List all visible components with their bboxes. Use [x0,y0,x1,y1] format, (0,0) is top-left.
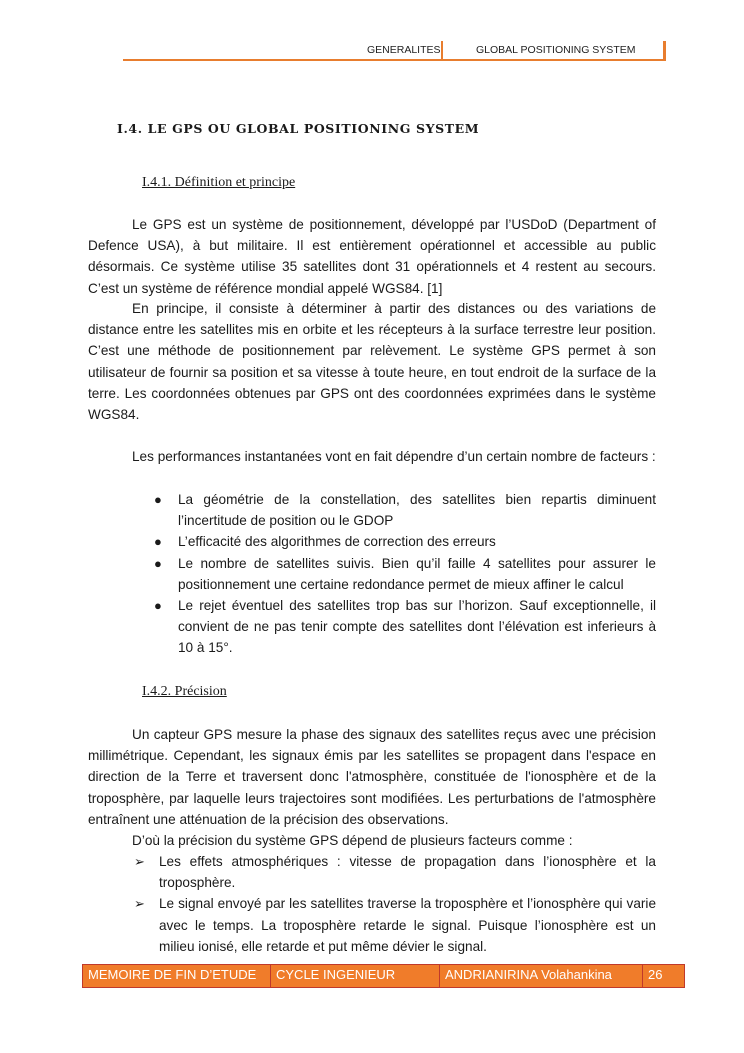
paragraph-principle: En principe, il consiste à déterminer à partir des distances ou des variations de distance entre les satellites mis en orbite et les récepteurs à la surface terrestre leur position. C’est une méthode de positionnement par relèvement. Le système GPS permet à son utilisateur de fournir sa position et sa vitesse à toute heure, en tout endroit de la surface de la terre. Les coordonnées obtenues par GPS ont des coordonnées exprimées dans le système WGS84. [88,301,656,423]
bullet-icon: ● [154,555,162,571]
list-item: ➢ Les effets atmosphériques : vitesse de propagation dans l’ionosphère et la troposphère. [159,851,656,893]
page-header [123,41,666,61]
footer-thesis: MEMOIRE DE FIN D’ETUDE [83,965,271,987]
bullet-icon: ● [154,598,162,614]
subsection-title-definition: I.4.1. Définition et principe [142,175,296,190]
list-item: ● Le rejet éventuel des satellites trop bas sur l’horizon. Sauf exceptionnelle, il convient de ne pas tenir compte des satellites dont l’élévation est inferieurs à 10 à 15°. [178,595,656,659]
paragraph-definition: Le GPS est un système de positionnement, développé par l’USDoD (Department of Defence USA), à but militaire. Il est entièrement opérationnel et accessible au public désormais. Ce système utilise 35 satellites dont 31 opérationnels et 4 restent au secours. C’est un système de référence mondial appelé WGS84. [1] [88,217,656,296]
bullet-icon: ● [154,492,162,507]
bullet-icon: ● [154,534,162,550]
list-item: ● L’efficacité des algorithmes de correction des erreurs [178,531,656,552]
paragraph-performances: Les performances instantanées vont en fait dépendre d’un certain nombre de facteurs : [132,449,656,464]
section-title: I.4. LE GPS OU GLOBAL POSITIONING SYSTEM [117,121,480,136]
page-footer [82,964,685,988]
paragraph-precision: Un capteur GPS mesure la phase des signaux des satellites reçus avec une précision millimétrique. Cependant, les signaux émis par les satellites se propagent dans l'espace en direction de la Terre et traversent donc l'atmosphère, constituée de l'ionosphère et de la troposphère, par laquelle leurs trajectoires sont modifiées. Les perturbations de l'atmosphère entraînent une atténuation de la précision des observations. [88,727,656,827]
subsection-title-precision: I.4.2. Précision [142,684,227,699]
list-item: ● Le nombre de satellites suivis. Bien qu’il faille 4 satellites pour assurer le positionnement une certaine redondance permet de mieux affiner le calcul [178,553,656,595]
footer-page-number: 26 [648,967,663,982]
header-right-bar [663,41,666,61]
header-rule [123,59,666,61]
factors-list [154,489,656,659]
list-item: ➢ Le signal envoyé par les satellites traverse la troposphère et l’ionosphère qui varie avec le temps. La troposphère retarde le signal. Puisque l’ionosphère est un milieu ionisé, elle retarde et put même dévier le signal. [159,893,656,957]
arrow-bullet-icon: ➢ [134,896,145,912]
list-item: ● La géométrie de la constellation, des satellites bien repartis diminuent l’incertitude de position ou le GDOP [178,489,656,531]
header-chapter: GENERALITES [367,44,441,56]
header-divider [441,41,443,61]
precision-factors-list [134,851,656,957]
arrow-bullet-icon: ➢ [134,854,145,869]
footer-cycle: CYCLE INGENIEUR [271,965,440,987]
footer-author: ANDRIANIRINA Volahankina [440,965,643,987]
header-topic: GLOBAL POSITIONING SYSTEM [476,44,636,56]
paragraph-factors-intro: D’où la précision du système GPS dépend de plusieurs facteurs comme : [132,833,573,848]
